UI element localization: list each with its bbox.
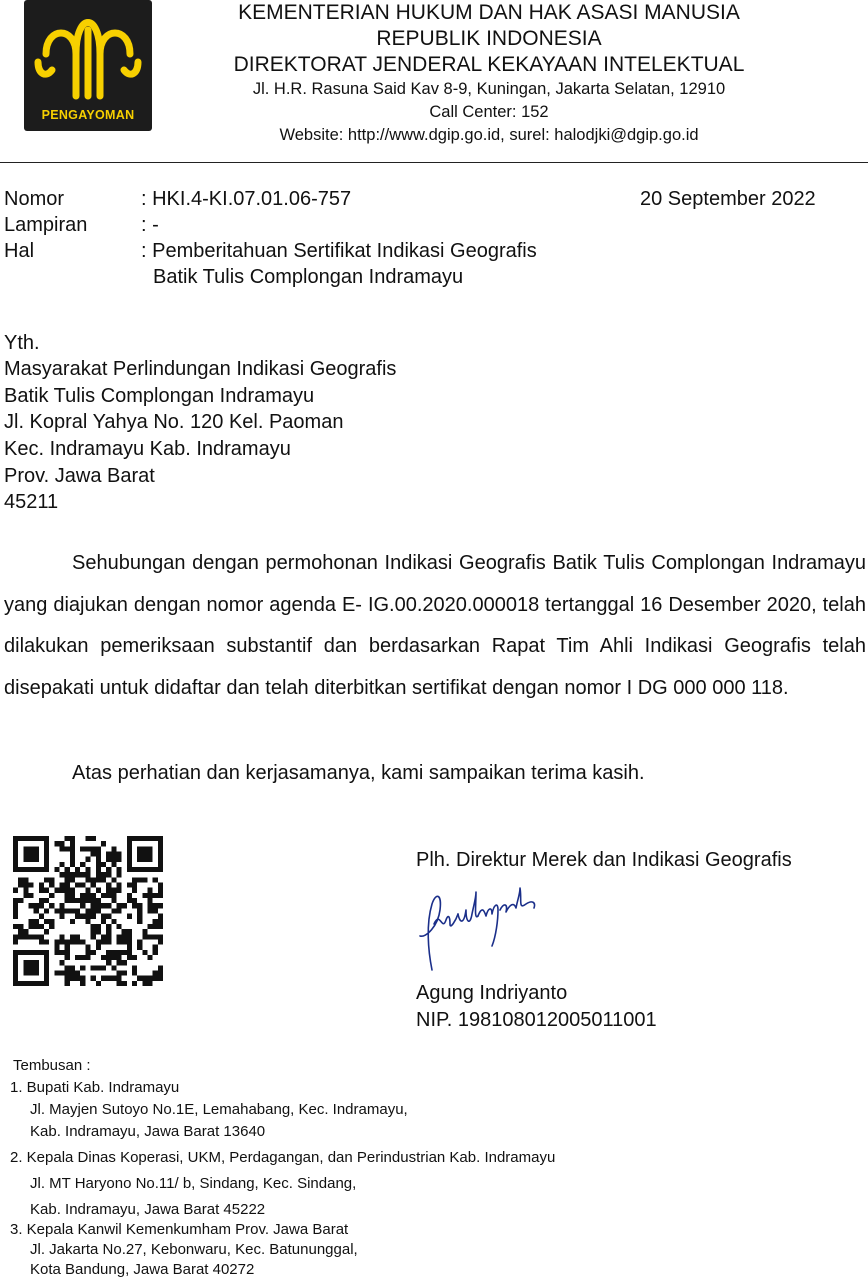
recipient-line: Jl. Kopral Yahya No. 120 Kel. Paoman <box>4 411 344 433</box>
hal-value-line-1: : Pemberitahuan Sertifikat Indikasi Geografis <box>141 240 537 262</box>
tembusan-address: Jl. Jakarta No.27, Kebonwaru, Kec. Batununggal, <box>30 1241 358 1258</box>
pengayoman-emblem-icon <box>32 4 144 104</box>
tembusan-item: 1. Bupati Kab. Indramayu <box>10 1079 180 1096</box>
hal-value-line-2: Batik Tulis Complongan Indramayu <box>153 266 464 288</box>
tembusan-item: 3. Kepala Kanwil Kemenkumham Prov. Jawa Barat <box>10 1221 349 1238</box>
tembusan-address: Kab. Indramayu, Jawa Barat 13640 <box>30 1123 266 1140</box>
qr-code <box>13 836 163 986</box>
body-paragraph-1: Sehubungan dengan permohonan Indikasi Geografis Batik Tulis Complongan Indramayu yang diajukan dengan nomor agenda E- IG.00.2020.000018 tertanggal 16 Desember 2020, telah dilakukan pemeriksaan substantif dan berdasarkan Rapat Tim Ahli Indikasi Geografis telah disepakati untuk didaftar dan telah diterbitkan sertifikat dengan nomor I DG 000 000 118. <box>4 552 866 699</box>
tembusan-address: Kota Bandung, Jawa Barat 40272 <box>30 1261 255 1278</box>
recipient-line: Masyarakat Perlindungan Indikasi Geografis <box>4 358 397 380</box>
lampiran-label: Lampiran <box>4 214 88 236</box>
salutation: Yth. <box>4 332 40 354</box>
directorate-name: DIREKTORAT JENDERAL KEKAYAAN INTELEKTUAL <box>233 53 745 76</box>
nomor-label: Nomor <box>4 188 65 210</box>
tembusan-address: Jl. Mayjen Sutoyo No.1E, Lemahabang, Kec. Indramayu, <box>30 1101 408 1118</box>
lampiran-value: : - <box>141 214 159 236</box>
body-paragraph-2: Atas perhatian dan kerjasamanya, kami sampaikan terima kasih. <box>72 762 645 784</box>
signatory-title: Plh. Direktur Merek dan Indikasi Geografis <box>416 849 792 871</box>
ministry-name: KEMENTERIAN HUKUM DAN HAK ASASI MANUSIA <box>238 1 740 24</box>
nomor-value: : HKI.4-KI.07.01.06-757 <box>141 188 352 210</box>
recipient-postcode: 45211 <box>4 491 59 513</box>
office-address: Jl. H.R. Rasuna Said Kav 8-9, Kuningan, Jakarta Selatan, 12910 <box>252 80 726 98</box>
tembusan-label: Tembusan : <box>13 1057 91 1074</box>
signatory-name: Agung Indriyanto <box>416 982 568 1004</box>
letter-date: 20 September 2022 <box>640 188 816 210</box>
tembusan-address: Kab. Indramayu, Jawa Barat 45222 <box>30 1201 266 1218</box>
logo-text: PENGAYOMAN <box>41 108 135 122</box>
tembusan-item: 2. Kepala Dinas Koperasi, UKM, Perdagangan, dan Perindustrian Kab. Indramayu <box>10 1149 556 1166</box>
tembusan-address: Jl. MT Haryono No.11/ b, Sindang, Kec. Sindang, <box>30 1175 357 1192</box>
recipient-line: Prov. Jawa Barat <box>4 465 155 487</box>
call-center: Call Center: 152 <box>429 103 549 121</box>
recipient-line: Batik Tulis Complongan Indramayu <box>4 385 315 407</box>
website-email: Website: http://www.dgip.go.id, surel: halodjki@dgip.go.id <box>279 126 699 144</box>
recipient-line: Kec. Indramayu Kab. Indramayu <box>4 438 291 460</box>
handwritten-signature <box>412 880 542 976</box>
letterhead-divider <box>0 162 868 163</box>
pengayoman-logo <box>24 0 152 131</box>
hal-label: Hal <box>4 240 35 262</box>
signatory-nip: NIP. 198108012005011001 <box>416 1009 657 1031</box>
country-name: REPUBLIK INDONESIA <box>376 27 602 50</box>
